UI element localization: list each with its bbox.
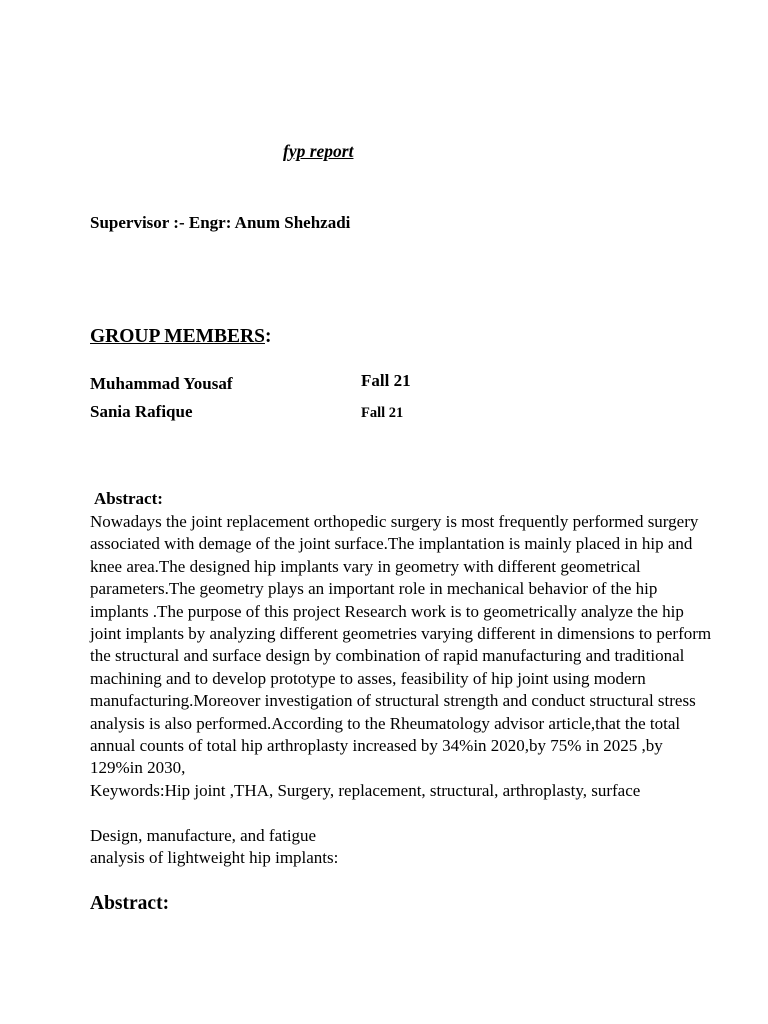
abstract-label: Abstract:: [94, 489, 163, 508]
supervisor-line: Supervisor :- Engr: Anum Shehzadi: [90, 213, 351, 232]
abstract-line: knee area.The designed hip implants vary in geometry with different geometrical: [90, 556, 641, 576]
abstract-line: joint implants by analyzing different geometries varying different in dimensions to perform: [90, 624, 712, 644]
abstract-line: the structural and surface design by combination of rapid manufacturing and traditional: [90, 646, 685, 666]
second-abstract-heading: Abstract:: [90, 893, 170, 914]
design-title-line: Design, manufacture, and fatigue: [90, 826, 317, 845]
abstract-line: manufacturing.Moreover investigation of structural strength and conduct structural stress: [90, 691, 696, 711]
member-name: Muhammad Yousaf: [90, 374, 233, 393]
abstract-line: machining and to develop prototype to asses, feasibility of hip joint using modern: [90, 668, 646, 688]
abstract-line: analysis is also performed.According to the Rheumatology advisor article,that the total: [90, 713, 681, 733]
abstract-line: associated with demage of the joint surface.The implantation is mainly placed in hip and: [90, 534, 693, 554]
member-semester: Fall 21: [361, 371, 411, 390]
keywords-line: Keywords:Hip joint ,THA, Surgery, replacement, structural, arthroplasty, surface: [90, 780, 641, 800]
design-title: [90, 825, 338, 870]
abstract-body: [90, 511, 740, 802]
report-title: [283, 141, 371, 162]
abstract-line: implants .The purpose of this project Research work is to geometrically analyze the hip: [90, 601, 684, 621]
abstract-line: Nowadays the joint replacement orthopedic surgery is most frequently performed surgery: [90, 512, 699, 531]
member-semester: Fall 21: [361, 405, 404, 421]
group-members-heading-text: GROUP MEMBERS: [90, 326, 265, 347]
report-title-text: fyp report: [283, 141, 354, 161]
abstract-line: annual counts of total hip arthroplasty increased by 34%in 2020,by 75% in 2025 ,by: [90, 736, 663, 756]
group-members-heading-colon: :: [264, 326, 272, 347]
group-members-heading: [90, 326, 271, 348]
abstract-line: parameters.The geometry plays an important role in mechanical behavior of the hip: [90, 579, 658, 599]
member-name: Sania Rafique: [90, 402, 193, 421]
abstract-line: 129%in 2030,: [90, 758, 186, 778]
design-title-line: analysis of lightweight hip implants:: [90, 848, 339, 868]
